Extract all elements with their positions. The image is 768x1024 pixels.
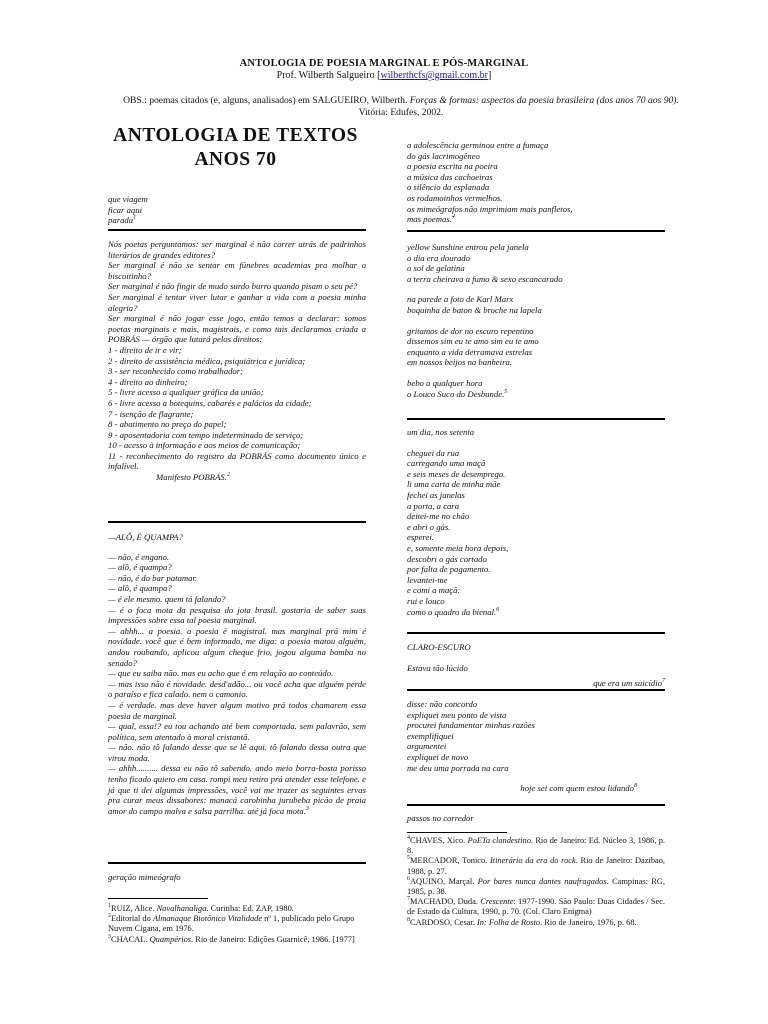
poem-line: expliquei meu ponto de vista <box>407 709 507 720</box>
right-item: 3 - ser reconhecido como trabalhador; <box>108 366 244 377</box>
footnotes-left <box>108 904 366 945</box>
poem-line: bebo a qualquer hora <box>407 377 483 388</box>
poem-line: e, somente meia hora depois, <box>407 542 509 553</box>
poem-geracao-mimeografo <box>108 872 366 883</box>
obs-note <box>108 95 694 119</box>
dialogue-line: — não. não tô falando desse que se lê aqui. tô falando dessa outra que virou moda. <box>108 742 369 763</box>
poem-line: enquanto a vida derramava estrelas <box>407 346 533 357</box>
footnote-ref: 1 <box>133 215 137 222</box>
poem-line: li uma carta de minha mãe <box>407 479 501 490</box>
poem-line: rui e louco <box>407 595 445 606</box>
right-item: 1 - direito de ir e vir; <box>108 344 182 355</box>
poem-line: dissemos sim eu te amo sim eu te amo <box>407 336 539 347</box>
poem-passos-no-corredor <box>407 813 665 824</box>
poem-line: e comi a maçã: <box>407 585 461 596</box>
poem-line: o silêncio da esplanada <box>407 182 490 193</box>
poem-line: argumentei <box>407 741 447 752</box>
right-item: 8 - abatimento no preço do papel; <box>108 419 227 430</box>
manifesto-paragraph: Ser marginal é tentar viver lutar e ganhar a vida com a poesia minha alegria? <box>108 291 369 313</box>
divider <box>108 229 366 231</box>
footnote-ref: 5 <box>504 388 508 395</box>
section-title-line1: ANTOLOGIA DE TEXTOS <box>113 125 358 146</box>
right-item: 7 - isenção de flagrante; <box>108 408 194 419</box>
obs-book-title: Forças & formas: aspectos da poesia brasileira (dos anos 70 aos 90). <box>409 95 679 106</box>
poem-adolescencia <box>407 140 665 225</box>
poem-line: exemplifiquei <box>407 730 454 741</box>
section-title <box>108 124 363 172</box>
poem-claro-escuro <box>407 642 665 689</box>
right-item: 6 - livre acesso a botequins, cabarés e palácios da cidade; <box>108 397 312 408</box>
poem-line: levantei-me <box>407 574 448 585</box>
poem-line: boquinha de baton & broche na lapela <box>407 304 542 315</box>
manifesto-paragraph: Ser marginal é não se sentar em fúnebres academias pra molhar o biscoitinho? <box>108 260 369 281</box>
poem-um-dia-nos-setenta <box>407 427 665 617</box>
dialogue-line: — é verdade. mas deve haver algum motivo prá todos chamarem essa poesia de marginal. <box>108 699 369 721</box>
footnote-divider <box>108 898 208 899</box>
poem-line: mas poemas.$^4$ <box>407 214 455 225</box>
section-title-line2: ANOS 70 <box>194 149 277 170</box>
poem-line: esperei. <box>407 532 434 543</box>
poem-disse-nao-concordo <box>407 699 665 794</box>
poem-line: que viagem <box>108 194 148 204</box>
footnotes-right <box>407 836 665 928</box>
divider <box>407 418 665 420</box>
poem-line: e seis meses de desemprego. <box>407 468 506 479</box>
poem-line: do gás lacrimogêneo <box>407 150 480 161</box>
divider <box>407 689 665 691</box>
poem-line: em nossos beijos na banheira. <box>407 357 512 368</box>
right-item: 2 - direito de assistência médica, psiquiátrica e jurídica; <box>108 355 306 366</box>
poem-title: —ALÔ, É QUAMPA? <box>108 532 183 542</box>
footnote: $^2$Editorial do Almanaque Biotônico Vitalidade nº 1, publicado pelo Grupo Nuvem Cigana, em 1976. <box>108 913 355 934</box>
poem-title: geração mimeógrafo <box>108 872 181 882</box>
footnote: $^7$MACHADO, Duda. Crescente: 1977-1990. São Paulo: Duas Cidades / Sec. de Estado da Cultura, 1990, p. 70. (Col. Claro Enigma) <box>407 896 665 917</box>
poem-line: yellow Sunshine entrou pela janela <box>407 242 529 252</box>
poem-alo-quampa <box>108 532 369 816</box>
obs-publisher: Vitória: Edufes, 2002. <box>358 107 444 118</box>
footnote: $^1$RUIZ, Alice. Navalhanaliga. Curitiba: Ed. ZAP, 1980. <box>108 903 294 913</box>
poem-line: expliquei de novo <box>407 751 469 762</box>
poem-line: disse: não concordo <box>407 699 478 709</box>
obs-text: OBS.: poemas citados (e, alguns, analisados) em SALGUEIRO, Wilberth. <box>123 95 410 106</box>
dialogue-line: — que eu saiba não. mas eu acho que é em relação ao conteúdo. <box>108 668 334 679</box>
poem-line: a poesia escrita na poeira <box>407 161 498 172</box>
divider <box>407 632 665 634</box>
document-title: ANTOLOGIA DE POESIA MARGINAL E PÓS-MARGINAL <box>239 58 529 69</box>
poem-line: por falta de pagamento. <box>407 564 491 575</box>
dialogue-line: — ahhh.......... dessa eu não tô sabendo. ando meio borra-bosta porisso tenho ficado quieto em casa. rompi meu retiro prá atender esse telefone. e já que ti dei algumas impressões, você vai me trazer as seguintes ervas pra curar meus dissabores: manacá carobinha jurubeba picão de praia amor do campo malva e salsa parrilha. até já foca mota.$^3$ <box>108 763 369 816</box>
poem-title: um dia, nos setenta <box>407 427 475 437</box>
poem-line: a porta, a cara <box>407 500 460 511</box>
poem-line: parada$^1$ <box>108 215 137 226</box>
manifesto-paragraph: Nós poetas perguntamos: ser marginal é não correr atrás de padrinhos literários de grandes editores? <box>108 239 369 260</box>
poem-line: descobri o gás cortado <box>407 553 487 564</box>
dialogue-line: — alô, é quampa? <box>108 562 172 573</box>
divider <box>108 521 366 523</box>
right-item: 9 - aposentadoria com tempo indeterminado de serviço; <box>108 429 304 440</box>
dialogue-line: — não, é engano. <box>108 551 170 562</box>
divider <box>407 230 665 232</box>
poem-line: gritamos de dor no escuro repentino <box>407 325 534 336</box>
poem-line: o Louco Suco do Desbunde.$^5$ <box>407 388 508 399</box>
dialogue-line: — é ele mesmo. quem tá falando? <box>108 593 226 604</box>
footnote-ref: 3 <box>305 805 309 812</box>
footnote-ref: 2 <box>226 472 230 479</box>
dialogue-line: — ahhh... a poesia. a poesia é magistral. mas marginal prá mim é novidade. você que é bem informado, me diga: a poesia matou alguém, andou roubando, aplicou algum cheque frio, jogou alguma bomba no senado? <box>108 625 369 668</box>
manifesto-signature: Manifesto POBRÁS.$^2$ <box>156 472 230 483</box>
poem-line: como o quadro da bienal.$^6$ <box>407 606 500 617</box>
poem-line: deitei-me no chão <box>407 511 470 522</box>
author-name: Prof. Wilberth Salgueiro [ <box>276 70 381 81</box>
poem-line: cheguei da rua <box>407 447 460 458</box>
right-item: 4 - direito ao dinheiro; <box>108 376 188 387</box>
poem-line: o dia era dourado <box>407 252 470 263</box>
divider <box>407 804 665 806</box>
poem-title: passos no corredor <box>407 813 474 823</box>
footnote: $^3$CHACAL. Quampérios. Rio de Janeiro: Edições Guarnicê, 1986. [1977] <box>108 933 355 944</box>
dialogue-line: — não, é do bar patamar. <box>108 572 198 583</box>
footnote-divider <box>407 832 507 833</box>
poem-que-viagem <box>108 194 366 226</box>
footnote: $^8$CARDOSO, Cesar. In: Folha de Rosto. Rio de Janeiro, 1976, p. 68. <box>407 916 637 927</box>
poem-line: na parede a foto de Karl Marx <box>407 294 514 305</box>
footnote: $^4$CHAVES, Xico. PoETa clandestino. Rio de Janeiro: Ed. Núcleo 3, 1986, p. 8. <box>407 835 666 856</box>
right-item: 11 - reconhecimento do registro da POBRÁS como documento único e infalível. <box>108 450 369 472</box>
poem-line: os rodamoinhos vermelhos. <box>407 192 503 203</box>
author-line-end: ] <box>488 70 492 81</box>
dialogue-line: — alô, é quampa? <box>108 583 172 594</box>
author-line <box>0 70 768 81</box>
dialogue-line: — mas isso não é novidade. desd'adão... ou você acha que alguém perde o paraíso e fica calado. nem o camonio. <box>108 678 369 700</box>
dialogue-line: — qual, essa!? eu tou achando até bem comportada. sem palavrão, sem política, sem atentado à moral cristantã. <box>108 721 369 742</box>
footnote-ref: 8 <box>634 783 637 790</box>
poem-line: os mimeógrafos não imprimiam mais panfletos, <box>407 203 573 214</box>
manifesto-paragraph: Ser marginal é não jogar esse jogo, então temos a declarar: somos poetas marginais e mais, magistrais, e como tais declaramos criada a POBRÁS — órgão que lutará pelos direitos: <box>108 313 369 345</box>
right-item: 10 - acesso à informação e aos meios de comunicação; <box>108 440 301 451</box>
manifesto-pobras <box>108 239 369 483</box>
poem-line: que era um suicídio$^7$ <box>593 678 665 689</box>
footnote-ref: 4 <box>451 214 455 221</box>
poem-line: procurei fundamentar minhas razões <box>407 720 535 731</box>
poem-line: carregando uma maçã <box>407 458 486 469</box>
poem-line: a música das cachoeiras <box>407 171 493 182</box>
poem-line: hoje sei com quem estou lidando$^8$ <box>520 783 637 794</box>
poem-line: o sol de gelatina <box>407 263 465 274</box>
poem-line: me deu uma porrada na cara <box>407 762 509 773</box>
poem-line: a terra cheirava a fumo & sexo escancarado <box>407 273 563 284</box>
poem-line: e abri o gás. <box>407 521 451 532</box>
author-email-link[interactable]: wilberthcfs@gmail.com.br <box>380 70 488 81</box>
divider <box>108 862 366 864</box>
poem-title: CLARO-ESCURO <box>407 642 471 652</box>
footnote-ref: 7 <box>662 678 665 685</box>
dialogue-line: — é o foca mota da pesquisa do jota brasil. gostaria de saber suas impressões sobre essa tal poesia marginal. <box>108 604 369 626</box>
poem-line: ficar aqui <box>108 204 143 215</box>
right-item: 5 - livre acesso a qualquer gráfica da união; <box>108 387 264 398</box>
poem-line: fechei as janelas <box>407 489 465 500</box>
footnote: $^5$MERCADOR, Tonico. Itinerário da era do rock. Rio de Janeiro: Dazibao, 1988, p. 27. <box>407 855 665 876</box>
poem-line: Estava tão lúcido <box>407 662 468 673</box>
poem-yellow-sunshine <box>407 242 665 399</box>
footnote-ref: 6 <box>496 606 500 613</box>
poem-line: a adolescência germinou entre a fumaça <box>407 140 549 150</box>
footnote: $^6$AQUINO, Marçal. Por bares nunca dantes naufragados. Campinas: RG, 1985, p. 38. <box>407 876 665 897</box>
manifesto-paragraph: Ser marginal é não fingir de mudo surdo burro quando pisam o seu pé? <box>108 281 358 292</box>
